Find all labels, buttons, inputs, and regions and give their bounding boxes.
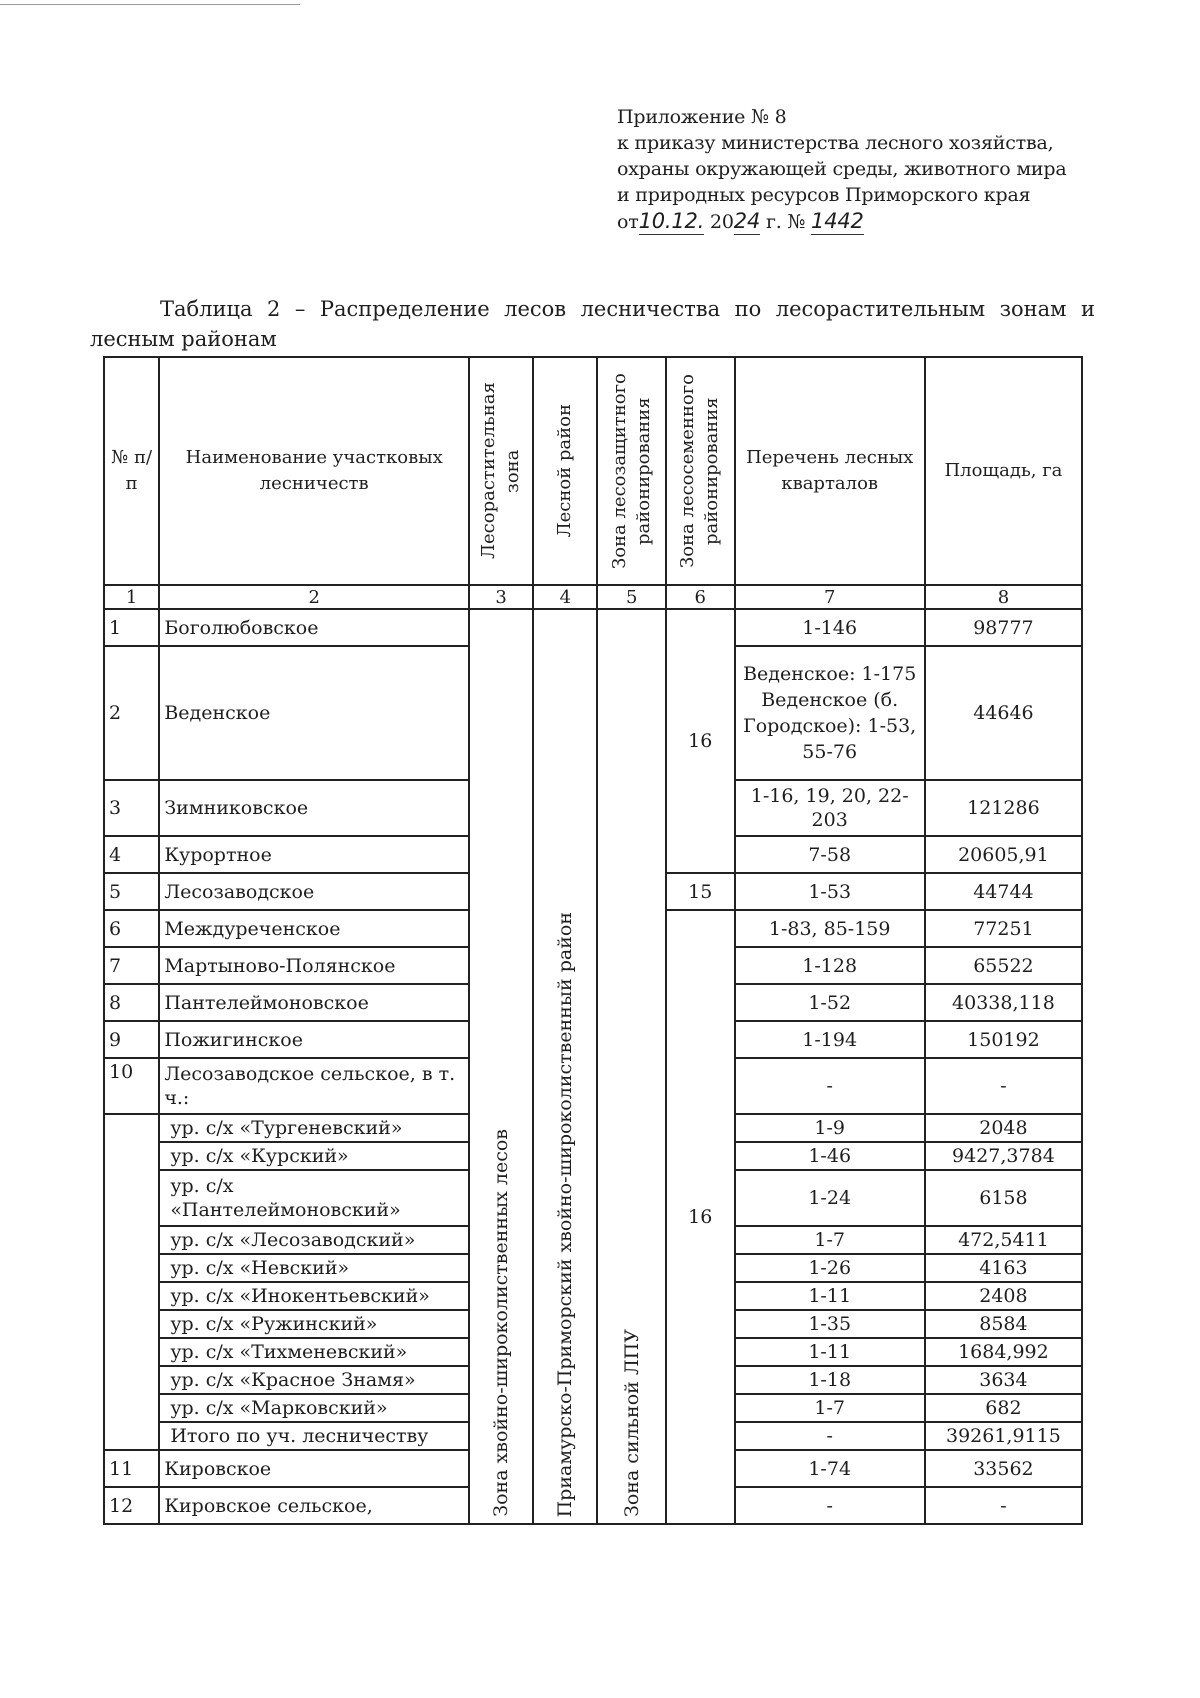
quarters: 1-11 (735, 1282, 925, 1310)
district-name: Веденское (159, 646, 469, 780)
area: 2408 (925, 1282, 1082, 1310)
area: 65522 (925, 947, 1082, 984)
forest-zone-cell (469, 609, 533, 1524)
appendix-line-2: к приказу министерства лесного хозяйства, (617, 132, 1054, 154)
area: 682 (925, 1394, 1082, 1422)
row-number: 7 (104, 947, 159, 984)
appendix-line-4: и природных ресурсов Приморского края (617, 184, 1031, 206)
area: - (925, 1058, 1082, 1114)
quarters: 1-53 (735, 873, 925, 910)
quarters: 1-7 (735, 1394, 925, 1422)
area: 3634 (925, 1366, 1082, 1394)
quarters: 1-74 (735, 1450, 925, 1487)
row-number: 5 (104, 873, 159, 910)
quarters: 1-146 (735, 609, 925, 646)
district-name: ур. с/х «Ружинский» (159, 1310, 469, 1338)
row-number: 8 (104, 984, 159, 1021)
header-seed-zone (666, 357, 735, 585)
area: 44744 (925, 873, 1082, 910)
district-name: ур. с/х «Пантелеймоновский» (159, 1170, 469, 1226)
row-number-empty (104, 1114, 159, 1450)
quarters: 1-11 (735, 1338, 925, 1366)
quarters: 1-83, 85-159 (735, 910, 925, 947)
quarters: - (735, 1058, 925, 1114)
district-name: Лесозаводское (159, 873, 469, 910)
column-number: 2 (159, 585, 469, 609)
district-name: Лесозаводское сельское, в т. ч.: (159, 1058, 469, 1114)
district-name: Междуреченское (159, 910, 469, 947)
quarters: 1-194 (735, 1021, 925, 1058)
area: 44646 (925, 646, 1082, 780)
table-row (104, 609, 1082, 646)
header-forest-zone-text: Лесорастительная зона (478, 382, 524, 560)
header-protection-zone-text: Зона лесозащитного районирования (608, 373, 654, 569)
appendix-header (617, 104, 1107, 235)
header-district-name: Наименование участковых лесничеств (159, 357, 469, 585)
forest-district-cell (533, 609, 597, 1524)
area: - (925, 1487, 1082, 1524)
area: 33562 (925, 1450, 1082, 1487)
order-number-handwritten: 1442 (811, 209, 864, 233)
quarters: 1-35 (735, 1310, 925, 1338)
year-prefix: 20 (710, 211, 734, 233)
forest-distribution-table (103, 356, 1083, 1525)
forest-zone-text: Зона хвойно-широколиственных лесов (490, 1129, 513, 1517)
district-name: ур. с/х «Красное Знамя» (159, 1366, 469, 1394)
row-number: 12 (104, 1487, 159, 1524)
row-number: 1 (104, 609, 159, 646)
column-number: 7 (735, 585, 925, 609)
area: 4163 (925, 1254, 1082, 1282)
header-number: № п/п (104, 357, 159, 585)
district-name: Кировское сельское, (159, 1487, 469, 1524)
column-numbers-row (104, 585, 1082, 609)
column-number: 3 (469, 585, 533, 609)
district-name: ур. с/х «Тихменевский» (159, 1338, 469, 1366)
header-seed-zone-text: Зона лесосеменного районирования (677, 374, 723, 568)
district-name: ур. с/х «Курский» (159, 1142, 469, 1170)
area: 40338,118 (925, 984, 1082, 1021)
district-name: ур. с/х «Невский» (159, 1254, 469, 1282)
district-name: ур. с/х «Лесозаводский» (159, 1226, 469, 1254)
area: 150192 (925, 1021, 1082, 1058)
column-number: 8 (925, 585, 1082, 609)
header-forest-district-text: Лесной район (554, 404, 576, 538)
seed-zone-cell: 16 (666, 609, 735, 873)
district-name: Зимниковское (159, 780, 469, 836)
column-number: 5 (597, 585, 666, 609)
district-name: ур. с/х «Марковский» (159, 1394, 469, 1422)
quarters: 1-18 (735, 1366, 925, 1394)
quarters: Веденское: 1-175 Веденское (б. Городское): 1-53, 55-76 (735, 646, 925, 780)
quarters: - (735, 1422, 925, 1450)
quarters: 1-52 (735, 984, 925, 1021)
district-name: ур. с/х «Тургеневский» (159, 1114, 469, 1142)
row-number: 9 (104, 1021, 159, 1058)
table-caption: Таблица 2 – Распределение лесов лесничества по лесорастительным зонам и лесным районам (90, 297, 1095, 351)
year-handwritten: 24 (733, 209, 761, 233)
row-number: 3 (104, 780, 159, 836)
row-number: 11 (104, 1450, 159, 1487)
row-number: 2 (104, 646, 159, 780)
area: 472,5411 (925, 1226, 1082, 1254)
subtotal-area: 39261,9115 (925, 1422, 1082, 1450)
header-forest-zone (469, 357, 533, 585)
quarters: 7-58 (735, 836, 925, 873)
header-quarters: Перечень лесных кварталов (735, 357, 925, 585)
seed-zone-cell: 16 (666, 910, 735, 1524)
row-number: 10 (104, 1058, 159, 1114)
date-prefix: от (617, 211, 639, 233)
quarters: 1-9 (735, 1114, 925, 1142)
quarters: 1-7 (735, 1226, 925, 1254)
area: 1684,992 (925, 1338, 1082, 1366)
area: 2048 (925, 1114, 1082, 1142)
area: 9427,3784 (925, 1142, 1082, 1170)
area: 20605,91 (925, 836, 1082, 873)
quarters: 1-46 (735, 1142, 925, 1170)
district-name: Курортное (159, 836, 469, 873)
header-area: Площадь, га (925, 357, 1082, 585)
subtotal-label: Итого по уч. лесничеству (159, 1422, 469, 1450)
appendix-date-line (617, 208, 1107, 235)
protection-zone-cell (597, 609, 666, 1524)
appendix-line-3: охраны окружающей среды, животного мира (617, 158, 1067, 180)
quarters: 1-24 (735, 1170, 925, 1226)
forest-district-text: Приамурско-Приморский хвойно-широколиственный район (554, 911, 577, 1517)
column-number: 4 (533, 585, 597, 609)
number-prefix: г. № (765, 211, 806, 233)
date-handwritten: 10.12. (638, 209, 705, 233)
area: 121286 (925, 780, 1082, 836)
protection-zone-text: Зона сильной ЛПУ (620, 1329, 643, 1517)
area: 8584 (925, 1310, 1082, 1338)
area: 6158 (925, 1170, 1082, 1226)
area: 98777 (925, 609, 1082, 646)
area: 77251 (925, 910, 1082, 947)
quarters: 1-16, 19, 20, 22-203 (735, 780, 925, 836)
quarters: - (735, 1487, 925, 1524)
header-forest-district (533, 357, 597, 585)
column-number: 1 (104, 585, 159, 609)
column-number: 6 (666, 585, 735, 609)
scan-edge-line (0, 4, 300, 5)
district-name: Кировское (159, 1450, 469, 1487)
district-name: Боголюбовское (159, 609, 469, 646)
district-name: Мартыново-Полянское (159, 947, 469, 984)
appendix-title: Приложение № 8 (617, 106, 787, 128)
district-name: Пантелеймоновское (159, 984, 469, 1021)
district-name: Пожигинское (159, 1021, 469, 1058)
header-protection-zone (597, 357, 666, 585)
seed-zone-cell: 15 (666, 873, 735, 910)
row-number: 4 (104, 836, 159, 873)
quarters: 1-128 (735, 947, 925, 984)
district-name: ур. с/х «Инокентьевский» (159, 1282, 469, 1310)
row-number: 6 (104, 910, 159, 947)
quarters: 1-26 (735, 1254, 925, 1282)
